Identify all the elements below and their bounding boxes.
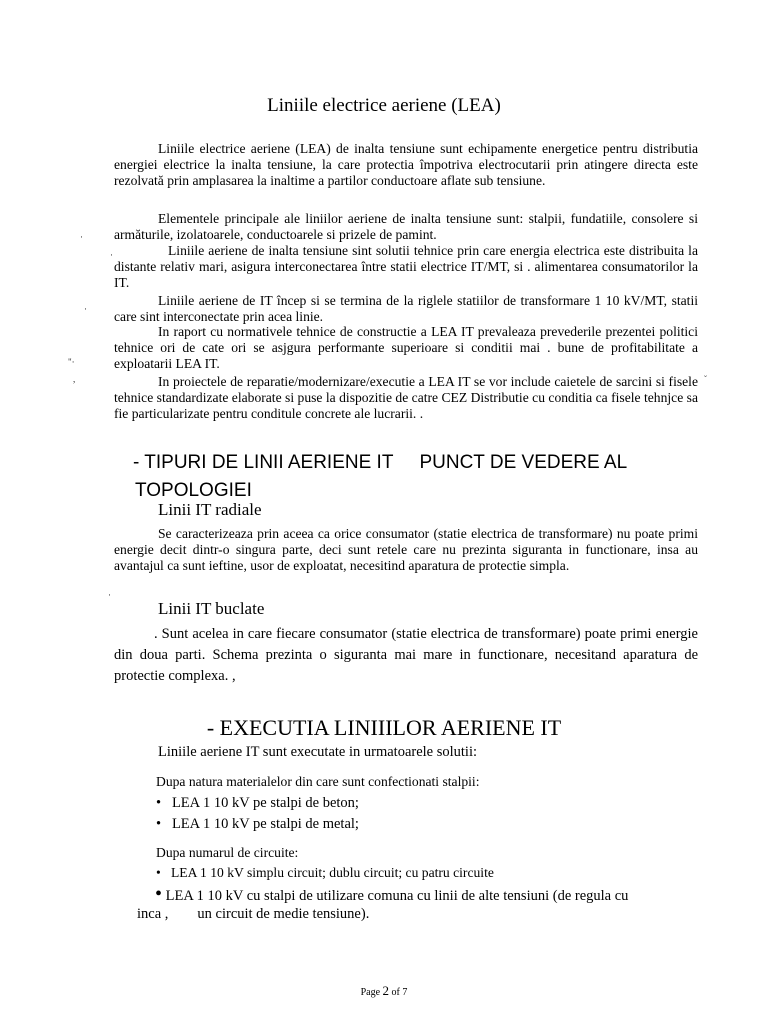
subheading-buclate: Linii IT buclate	[158, 599, 265, 618]
subheading-radial: Linii IT radiale	[158, 500, 262, 519]
list-item	[156, 865, 494, 881]
material-label: Dupa natura materialelor din care sunt confectionati stalpii:	[156, 774, 480, 789]
paragraph-projects: In proiectele de reparatie/modernizare/executie a LEA IT se vor include caietele de sarcini si fisele tehnice standardizate elaborate si puse la dispozitie de catre CEZ Distributie cu conditia ca fisele tehnjce sa fie particularizate pentru conditule concrete ale lucrarii. .	[114, 374, 698, 421]
section-heading-line: TOPOLOGIEI	[135, 480, 252, 501]
section-heading-line: - TIPURI DE LINII AERIENE IT PUNCT DE VEDERE AL	[133, 452, 628, 473]
scan-mark: ˘	[704, 374, 707, 384]
scan-mark: ·	[108, 590, 111, 600]
paragraph-norms: In raport cu normativele tehnice de constructie a LEA IT prevaleaza prevederile prezentei politici tehnice ori de cate ori se asjgura performante superioare si conditii mai . bune de profitabilitate a exploatarii LEA IT.	[114, 324, 698, 371]
scan-mark: ·	[80, 232, 83, 242]
scan-mark: ·	[84, 304, 87, 314]
list-item	[155, 883, 629, 905]
list-item	[156, 816, 359, 833]
list-item-text: LEA 1 10 kV pe stalpi de metal;	[171, 816, 359, 832]
bullet-icon: •	[155, 883, 163, 905]
bullet-icon: •	[156, 795, 162, 811]
scan-mark: ,	[73, 374, 76, 384]
paragraph-start-end: Liniile aeriene de IT încep si se termina de la riglele statiilor de transformare 1 10 kV/MT, statii care sint interconectate prin acea linie.	[114, 293, 698, 324]
footer-prefix: Page	[360, 987, 381, 998]
page-title: Liniile electrice aeriene (LEA)	[267, 95, 501, 116]
paragraph-buclate: . Sunt acelea in care fiecare consumator (statie electrica de transformare) poate primi energie din doua parti. Schema prezinta o siguranta mai mare in functionare, necesitand aparatura de protectie complexa. ,	[114, 626, 698, 684]
list-item-continuation: inca , un circuit de medie tensiune).	[137, 906, 370, 922]
list-item-text: LEA 1 10 kV pe stalpi de beton;	[171, 795, 359, 811]
list-item-text: LEA 1 10 kV simplu circuit; dublu circuit; cu patru circuite	[170, 865, 494, 880]
paragraph-solutions: Liniile aeriene de inalta tensiune sint solutii tehnice prin care energia electrica este distribuita la distante relativ mari, asigura interconectarea între statii electrice IT/MT, si . alimentarea consumatorilor la IT.	[114, 243, 698, 290]
paragraph-radial: Se caracterizeaza prin aceea ca orice consumator (statie electrica de transformare) nu poate primi energie decit dintr-o singura parte, deci sunt retele care nu prezinta siguranta in functionare, insa au avantajul ca sunt ieftine, usor de exploatat, necesitind aparatura de protectie simpla.	[114, 526, 698, 573]
circuit-label: Dupa numarul de circuite:	[156, 845, 299, 860]
bullet-icon: •	[156, 865, 161, 880]
scan-mark: ·	[110, 250, 113, 260]
paragraph-intro: Liniile electrice aeriene (LEA) de inalta tensiune sunt echipamente energetice pentru distributia energiei electrice la inalta tensiune, la care protectia împotriva electrocutarii prin atingere directa este rezolvată prin amplasarea la inaltime a partilor conductoare aflate sub tensiune.	[114, 141, 698, 188]
footer-suffix: of 7	[391, 987, 408, 998]
list-item-text: LEA 1 10 kV cu stalpi de utilizare comuna cu linii de alte tensiuni (de regula cu	[165, 888, 629, 904]
list-item	[156, 795, 359, 812]
section-heading-topology	[133, 449, 627, 505]
section-heading-execution: - EXECUTIA LINIIILOR AERIENE IT	[206, 715, 562, 740]
execution-intro: Liniile aeriene IT sunt executate in urmatoarele solutii:	[158, 744, 478, 760]
footer-page-number: 2	[382, 983, 390, 998]
page-footer	[0, 983, 768, 999]
scan-mark: "·	[68, 357, 75, 367]
paragraph-elements: Elementele principale ale liniilor aeriene de inalta tensiune sunt: stalpii, fundatiile, consolere si armăturile, izolatoarele, conductoarele si prizele de pamint.	[114, 211, 698, 242]
bullet-icon: •	[156, 816, 162, 832]
